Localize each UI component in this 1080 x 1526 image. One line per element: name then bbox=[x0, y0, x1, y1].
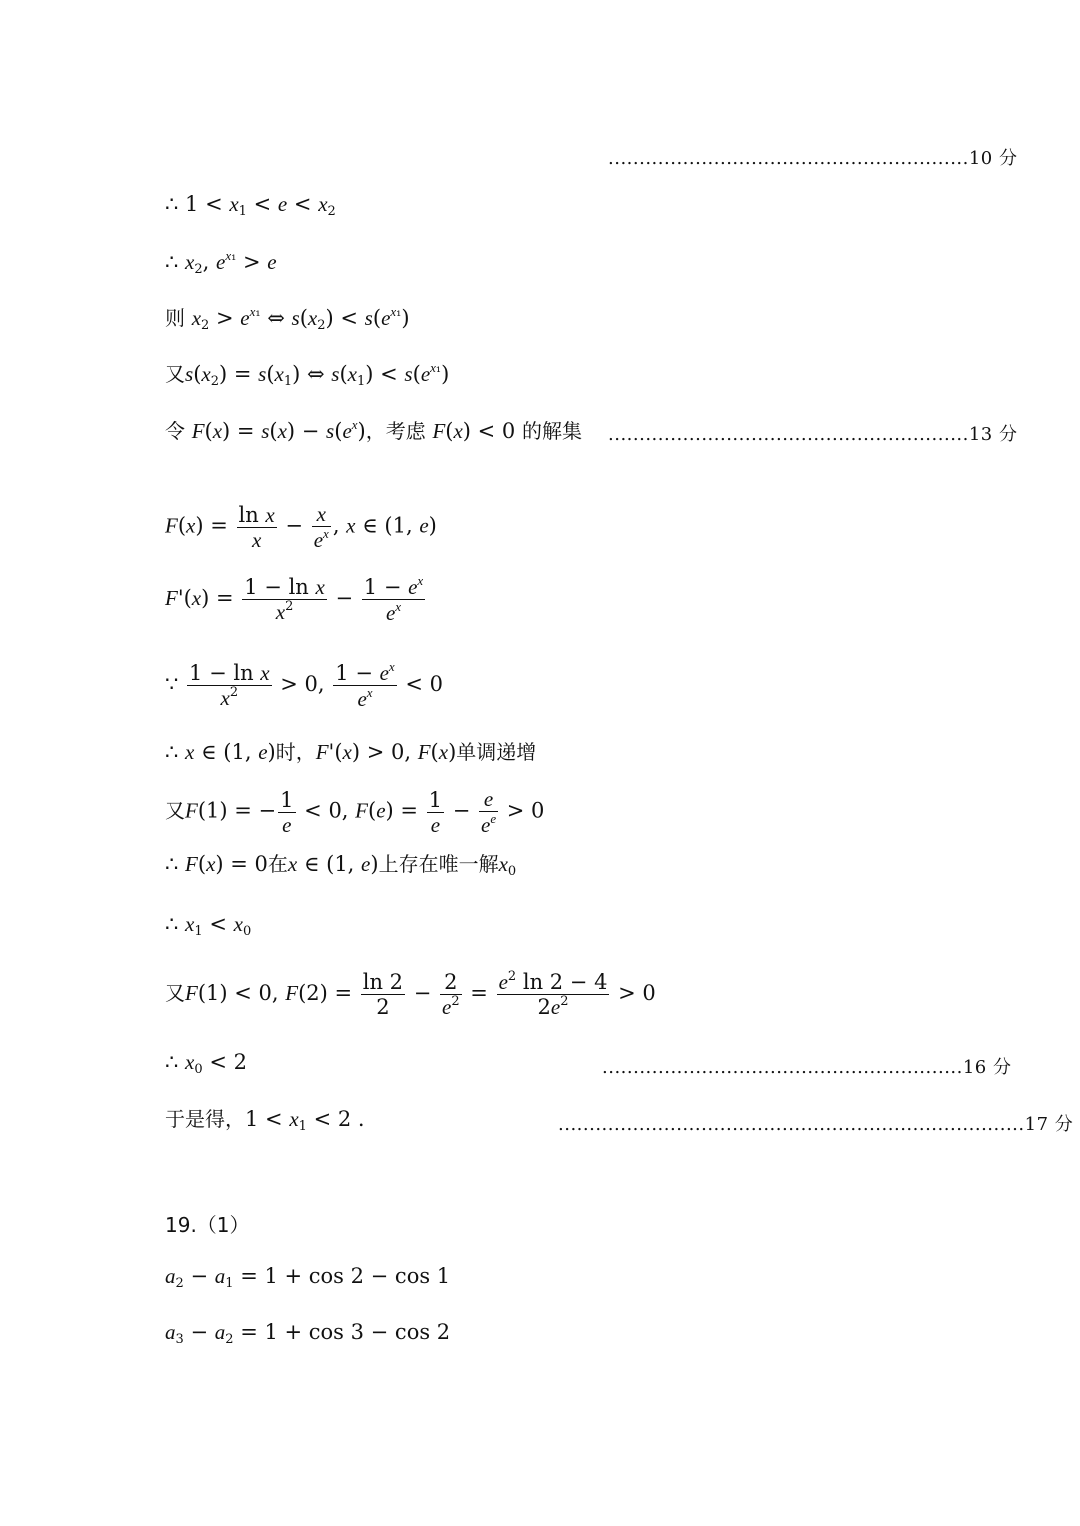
again-word: 又 bbox=[165, 362, 185, 386]
fraction: $\frac{1}{e}$ bbox=[428, 787, 443, 837]
math-line-7: F'(x) = $\frac{\text{1 − ln x}}{x^2}$ − $\frac{1 - e^x}{e^x}$ bbox=[165, 573, 424, 626]
let-word: 令 bbox=[165, 419, 185, 443]
monotonic-word: 单调递增 bbox=[456, 740, 537, 764]
math-line-12: ∴ $x_1 < x_0$ bbox=[165, 912, 252, 939]
again-word: 又 bbox=[165, 981, 185, 1006]
fraction: $\frac{2}{e^2}$ bbox=[442, 970, 460, 1020]
fraction: $\frac{1 - e^x}{e^x}$ bbox=[363, 573, 424, 626]
score-13: ..........................................................13 分 bbox=[608, 424, 1018, 445]
score-16: ..........................................................16 分 bbox=[602, 1057, 1012, 1078]
math-line-4: 又$s(x_2) = s(x_1)$ ⇔ $s(x_1) < s(e^{x_1})$ bbox=[165, 360, 450, 389]
solution-set-word: 的解集 bbox=[521, 419, 582, 443]
math-line-9: ∴ x ∈ (1, e)时，F'(x) > 0, F(x)单调递增 bbox=[165, 740, 537, 764]
problem-label bbox=[165, 1214, 250, 1237]
score-17: ...........................................................................17 分 bbox=[558, 1114, 1074, 1135]
fraction: $\frac{1 - e^x}{e^x}$ bbox=[335, 659, 395, 712]
unique-solution-word: 上存在唯一解 bbox=[378, 852, 499, 876]
math-line-8: ∵ $\frac{\text{1 − ln x}}{x^2}$ > 0, $\frac{1 - e^x}{e^x}$ < 0 bbox=[165, 659, 444, 712]
again-word: 又 bbox=[165, 798, 185, 823]
score-10: ..........................................................10 分 bbox=[608, 148, 1018, 169]
fraction: $\frac{\text{1 − ln x}}{x^2}$ bbox=[244, 575, 325, 625]
math-line-3: 则 $x_2 > e^{x_1}$ ⇔ $s(x_2) < s(e^{x_1})$ bbox=[165, 304, 410, 333]
math-line-16: $a_2 - a_1 = 1 + \cos 2 - \cos 1$ bbox=[165, 1264, 451, 1291]
fraction: $\frac{1}{e}$ bbox=[280, 787, 294, 837]
fraction: $\frac{e^2 \ln 2 - 4}{2e^2}$ bbox=[498, 969, 608, 1020]
problem-number: 19.（1） bbox=[165, 1213, 250, 1237]
math-line-17: $a_3 - a_2 = 1 + \cos 3 - \cos 2$ bbox=[165, 1320, 451, 1347]
fraction: $\frac{\text{1 − ln x}}{x^2}$ bbox=[189, 661, 270, 711]
fraction: $\frac{e}{e^e}$ bbox=[481, 787, 497, 838]
fraction: $\frac{\ln 2}{2}$ bbox=[362, 970, 404, 1020]
fraction: $\frac{x}{e^x}$ bbox=[313, 502, 329, 553]
math-line-2: ∴ $x_2$, $e^{x_1} > e$ bbox=[165, 248, 277, 277]
math-line-14: ∴ $x_0 < 2$ bbox=[165, 1050, 247, 1077]
math-line-11: ∴ F(x) = 0在x ∈ (1, e)上存在唯一解$x_0$ bbox=[165, 852, 517, 879]
math-line-15: 于是得，$1 < x_1 < 2$ . bbox=[165, 1107, 365, 1134]
consider-word: ，考虑 bbox=[365, 419, 426, 443]
math-line-1: ∴ $1 < x_1 < e < x_2$ bbox=[165, 192, 336, 219]
then-word: 则 bbox=[165, 306, 185, 330]
math-line-5: 令 $F(x) = s(x) - s(e^x)$，考虑 F(x) < 0 的解集 bbox=[165, 417, 582, 443]
math-line-13: 又F(1) < 0, F(2) = $\frac{\ln 2}{2}$ − $\frac{2}{e^2}$ = $\frac{e^2 \ln 2 - 4}{2e^2}$ > 0 bbox=[165, 969, 656, 1020]
math-line-6: F(x) = $\frac{\text{ln x}}{x}$ − $\frac{x}{e^x}$ , x ∈ (1, e) bbox=[165, 502, 437, 553]
when-word: 时， bbox=[275, 740, 316, 764]
at-word: 在 bbox=[267, 852, 288, 876]
fraction: $\frac{\text{ln x}}{x}$ bbox=[238, 502, 275, 552]
math-line-10: 又F(1) = − $\frac{1}{e}$ < 0, F(e) = $\frac{1}{e}$ − $\frac{e}{e^e}$ > 0 bbox=[165, 787, 545, 838]
so-get-word: 于是得， bbox=[165, 1107, 245, 1131]
